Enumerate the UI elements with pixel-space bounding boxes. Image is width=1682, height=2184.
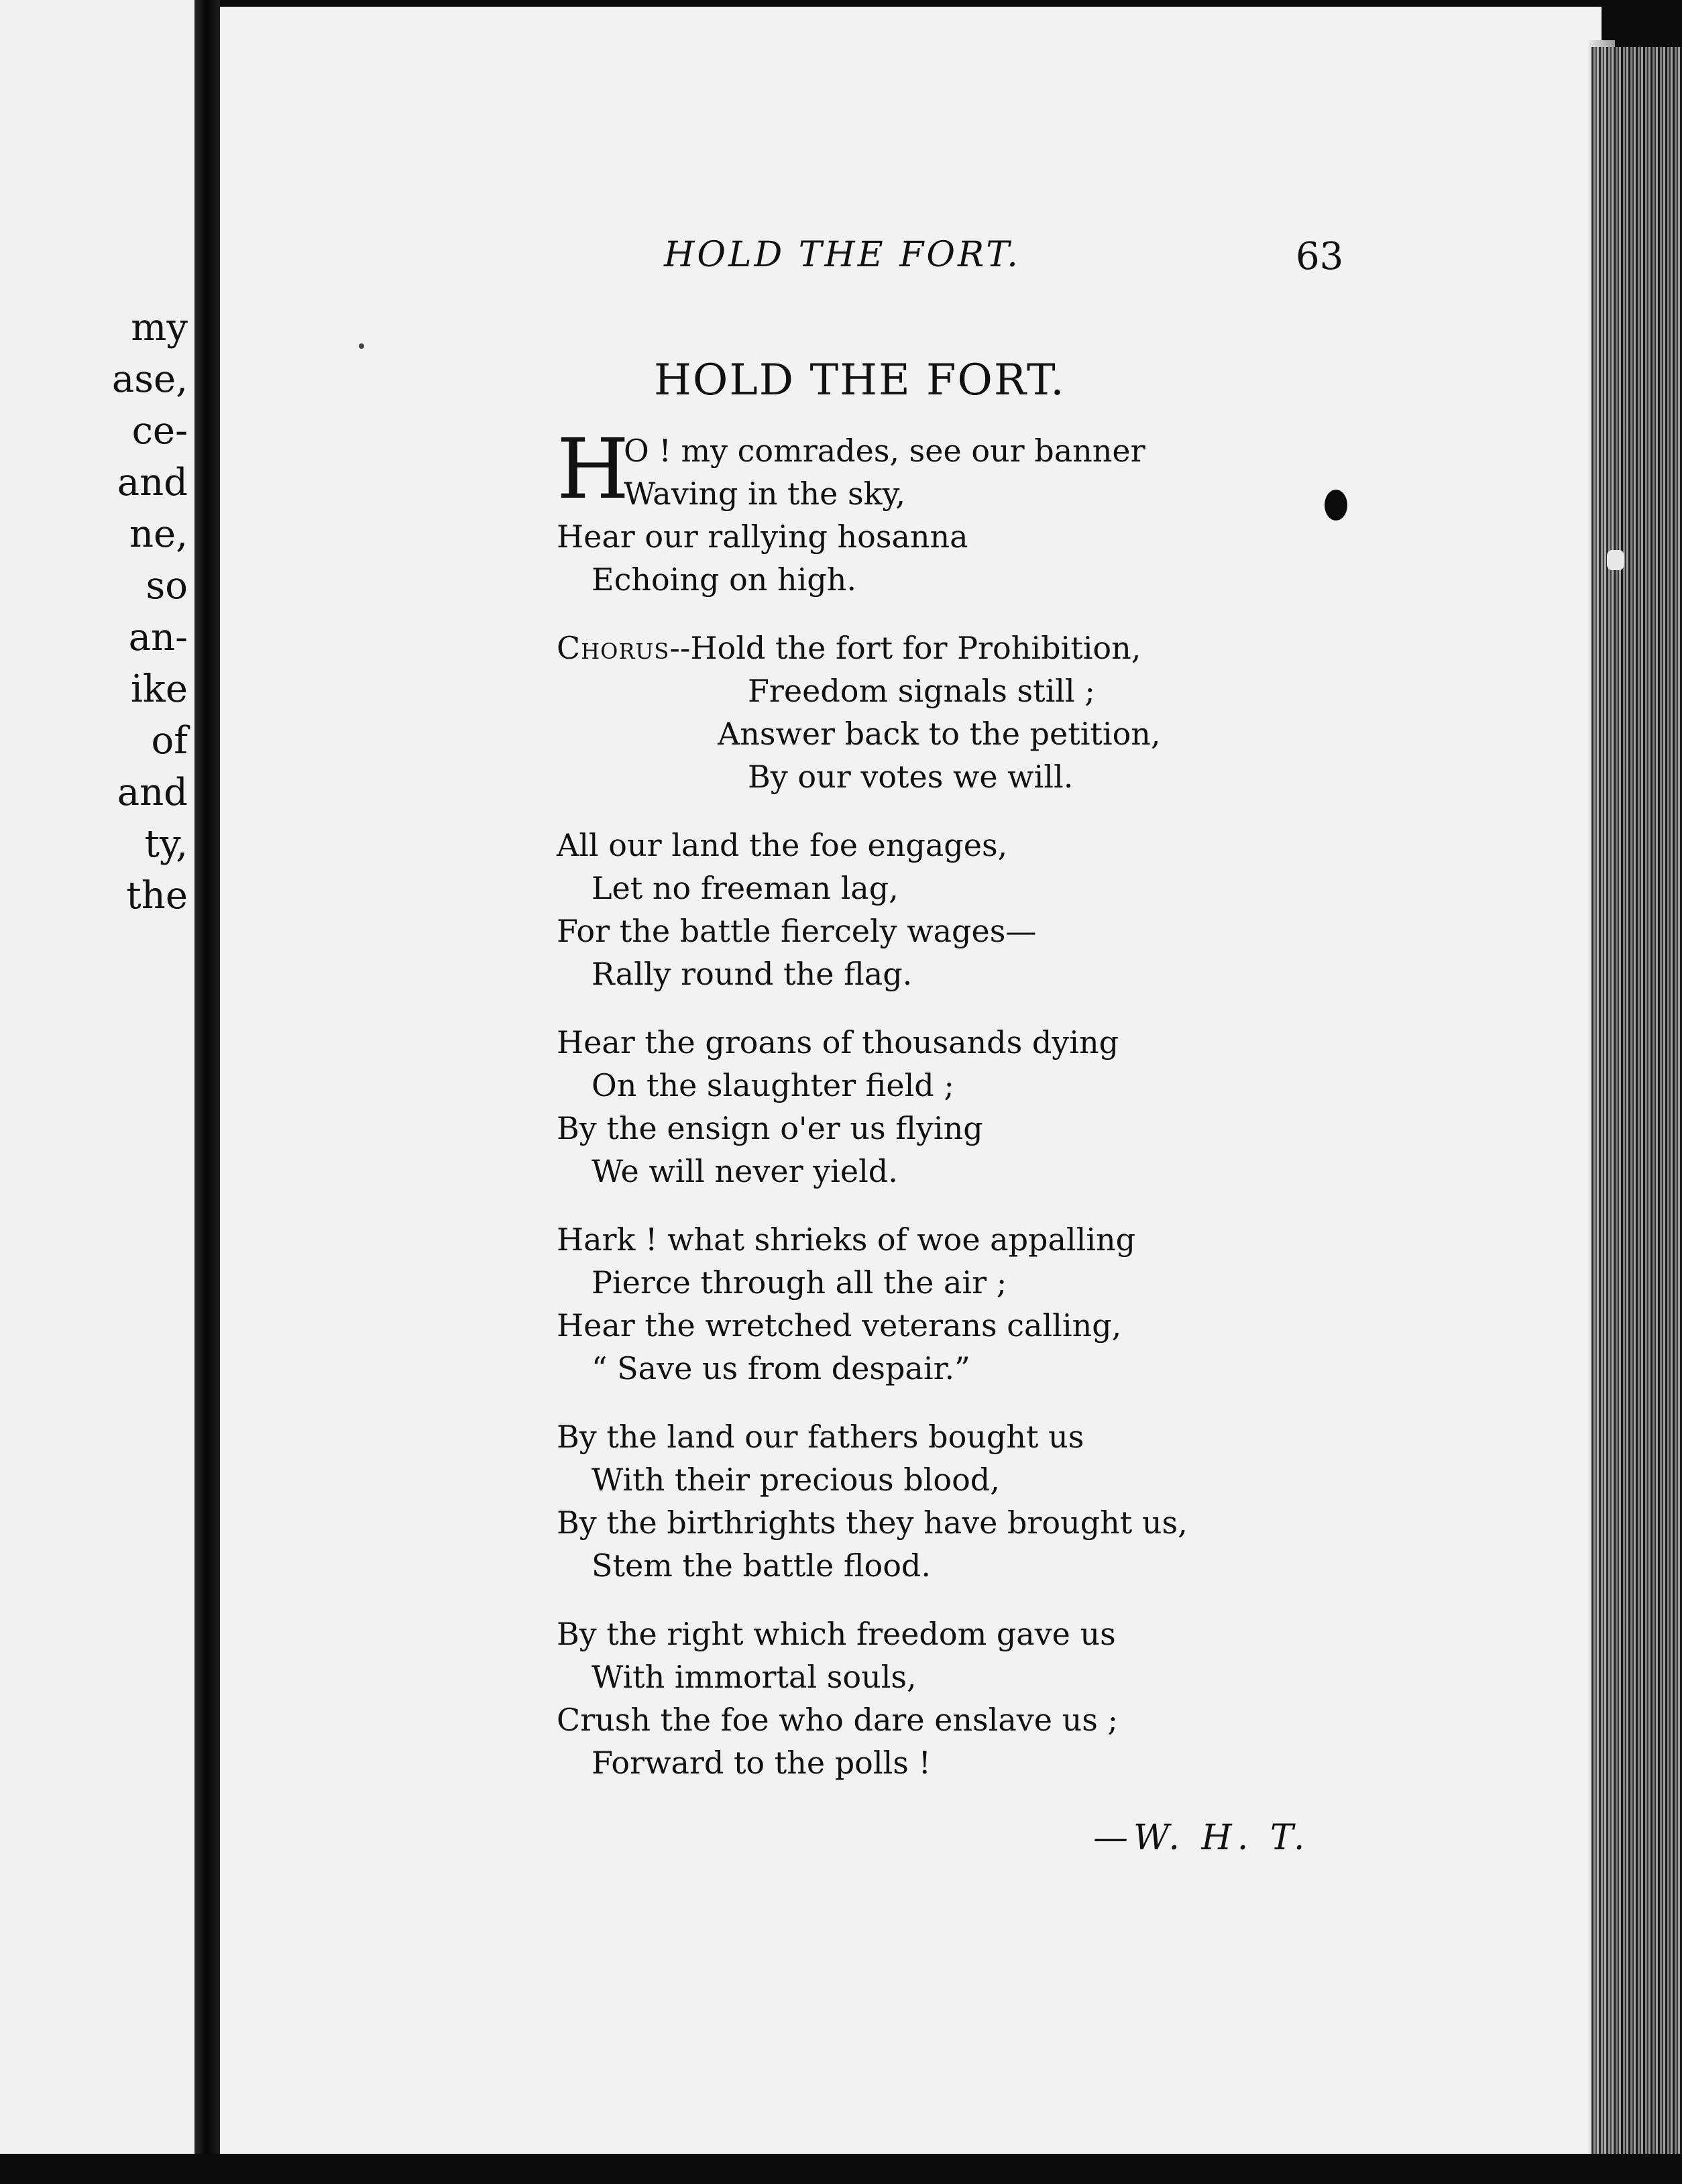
poem-line: With immortal souls, [592,1659,917,1695]
left-fragment: an- [128,616,188,659]
poem-line: Crush the foe who dare enslave us ; [557,1702,1118,1738]
poem-line: Forward to the polls ! [592,1745,931,1781]
stanza-3 [557,1021,1308,1193]
poem-line: All our land the foe engages, [557,827,1008,863]
running-header-title: HOLD THE FORT. [664,235,1021,275]
poem-line: Waving in the sky, [624,476,905,512]
ink-blot-mark [1325,490,1347,521]
poem-line: Rally round the flag. [592,956,913,992]
scan-bottom-border [0,2154,1682,2184]
chorus-first-line [557,626,1308,669]
drop-cap: H [557,421,630,518]
left-fragment: my [131,306,188,349]
left-fragment: ike [131,667,188,711]
poem-attribution: —W. H. T. [1093,1818,1310,1858]
left-fragment: and [117,461,188,504]
poem-line: By the right which freedom gave us [557,1616,1116,1652]
poem-line: By our votes we will. [748,759,1074,795]
stanza-6 [557,1613,1308,1784]
poem-line: With their precious blood, [592,1462,1000,1498]
left-fragment: so [146,564,188,608]
poem-line: Echoing on high. [592,561,857,598]
ink-speck-mark [359,343,364,349]
poem-line: Answer back to the petition, [718,716,1161,752]
paper-flaw-mark [1607,550,1624,570]
poem-line: For the battle fiercely wages— [557,913,1037,949]
chorus-label: Chorus [557,630,670,666]
stanza-1 [557,421,1308,601]
left-fragment: and [117,771,188,814]
poem-line: On the slaughter field ; [592,1067,954,1103]
poem-body [557,421,1308,1810]
poem-line: By the land our fathers bought us [557,1419,1084,1455]
poem-line: Hark ! what shrieks of woe appalling [557,1221,1136,1258]
poem-line: Stem the battle flood. [592,1547,931,1584]
stanza-2 [557,824,1308,995]
poem-line: By the birthrights they have brought us, [557,1505,1188,1541]
poem-line: “ Save us from despair.” [592,1350,970,1386]
left-fragment: of [151,719,188,763]
poem-line: We will never yield. [592,1153,898,1189]
left-fragment: the [126,874,188,918]
poem-line: Freedom signals still ; [748,673,1095,709]
poem-line: Pierce through all the air ; [592,1264,1007,1301]
left-fragment: ce- [131,409,188,453]
poem-line: Let no freeman lag, [592,870,899,906]
poem-line: Hear the groans of thousands dying [557,1024,1119,1060]
left-page-text-fragments [112,302,188,922]
page-number: 63 [1296,235,1344,278]
scan-top-border [220,0,1682,7]
left-fragment: ne, [129,512,188,556]
stacked-page-edges [1591,47,1682,2160]
poem-line: By the ensign o'er us flying [557,1110,983,1146]
left-facing-page [0,0,194,2184]
poem-line: Hear our rallying hosanna [557,518,968,555]
chorus [557,626,1308,798]
left-fragment: ty, [144,822,188,866]
stanza-5 [557,1415,1308,1587]
stanza-4 [557,1218,1308,1390]
poem-title: HOLD THE FORT. [654,356,1066,405]
poem-line: --Hold the fort for Prohibition, [669,630,1141,666]
left-fragment: ase, [111,358,188,401]
poem-line: Hear the wretched veterans calling, [557,1307,1122,1344]
book-gutter [194,0,220,2184]
poem-line: O ! my comrades, see our banner [624,433,1145,469]
